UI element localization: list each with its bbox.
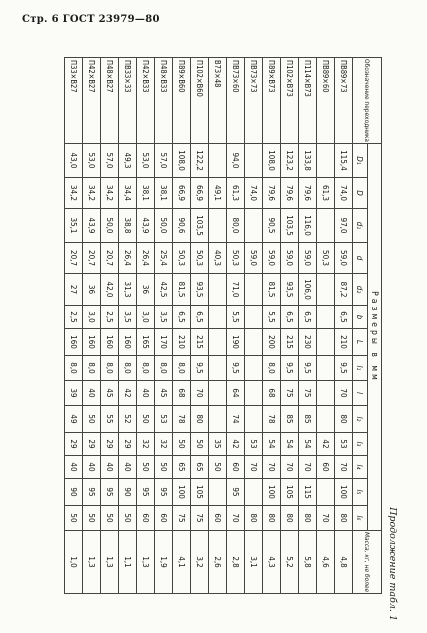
dimensions-table — [64, 57, 382, 594]
table-cell — [209, 479, 227, 506]
table-cell: 50 — [137, 406, 155, 433]
column-header: d₁ — [353, 209, 368, 243]
table-cell — [209, 306, 227, 329]
table-cell: 36 — [137, 274, 155, 306]
table-cell: 93,5 — [281, 274, 299, 306]
row-designation: ПВ73×60 — [227, 58, 245, 144]
table-cell: 59,0 — [263, 243, 281, 274]
table-cell: 35,1 — [65, 209, 83, 243]
table-cell: 106,0 — [299, 274, 317, 306]
table-cell: 75 — [191, 506, 209, 531]
table-cell: 29 — [65, 433, 83, 456]
table-row — [317, 58, 335, 594]
table-cell: 8,0 — [83, 356, 101, 381]
table-cell — [245, 209, 263, 243]
table-cell: 59,0 — [245, 243, 263, 274]
table-cell: 122,2 — [191, 144, 209, 178]
table-cell: 80 — [335, 506, 353, 531]
table-cell: 230 — [299, 329, 317, 356]
table-cell: 27 — [65, 274, 83, 306]
table-cell: 26,4 — [137, 243, 155, 274]
row-designation: В73×48 — [209, 58, 227, 144]
table-cell: 61,3 — [317, 178, 335, 209]
table-cell: 68 — [173, 381, 191, 406]
table-cell: 8,0 — [119, 356, 137, 381]
table-cell: 54 — [281, 433, 299, 456]
table-cell: 95 — [137, 479, 155, 506]
table-cell: 54 — [299, 433, 317, 456]
table-cell: 103,5 — [281, 209, 299, 243]
table-cell: 68 — [263, 381, 281, 406]
column-header: l₂ — [353, 406, 368, 433]
table-cell: 79,6 — [263, 178, 281, 209]
table-cell: 2,6 — [209, 531, 227, 594]
table-cell: 4,6 — [317, 531, 335, 594]
table-cell: 9,5 — [281, 356, 299, 381]
table-cell: 59,0 — [335, 243, 353, 274]
mass-header: Масса, кг, не более — [353, 531, 382, 594]
column-header: l₄ — [353, 456, 368, 479]
table-row — [65, 58, 83, 594]
row-designation: П89×В73 — [263, 58, 281, 144]
rotated-table-container — [38, 55, 398, 625]
column-header: L — [353, 329, 368, 356]
table-cell — [209, 406, 227, 433]
table-cell: 6,5 — [299, 306, 317, 329]
table-cell: 200 — [263, 329, 281, 356]
table-cell: 80 — [299, 506, 317, 531]
table-cell: 50 — [83, 406, 101, 433]
table-cell — [245, 479, 263, 506]
table-cell: 20,7 — [83, 243, 101, 274]
table-cell: 60 — [155, 506, 173, 531]
table-cell: 90 — [65, 479, 83, 506]
table-cell — [245, 329, 263, 356]
table-cell: 66,9 — [191, 178, 209, 209]
table-cell: 3,0 — [137, 306, 155, 329]
page-header: Стр. 6 ГОСТ 23979—80 — [22, 14, 160, 25]
table-cell: 50,3 — [191, 243, 209, 274]
table-cell: 40,3 — [209, 243, 227, 274]
table-cell — [245, 306, 263, 329]
table-cell: 2,5 — [65, 306, 83, 329]
table-cell — [245, 381, 263, 406]
table-cell: 100 — [335, 479, 353, 506]
table-cell: 160 — [83, 329, 101, 356]
table-row — [191, 58, 209, 594]
table-cell: 52 — [119, 406, 137, 433]
row-designation: П114×В73 — [299, 58, 317, 144]
table-cell: 80 — [281, 506, 299, 531]
table-cell: 4,1 — [173, 531, 191, 594]
table-cell: 31,3 — [119, 274, 137, 306]
table-cell: 74 — [227, 406, 245, 433]
table-cell: 165 — [137, 329, 155, 356]
table-cell: 105 — [281, 479, 299, 506]
table-cell: 40 — [137, 381, 155, 406]
table-cell: 50,3 — [227, 243, 245, 274]
table-cell: 54 — [263, 433, 281, 456]
table-cell: 190 — [227, 329, 245, 356]
table-cell: 42 — [119, 381, 137, 406]
table-cell: 90 — [119, 479, 137, 506]
table-cell: 70 — [227, 506, 245, 531]
table-cell: 49,1 — [209, 178, 227, 209]
table-cell: 2,5 — [101, 306, 119, 329]
table-cell: 60 — [227, 456, 245, 479]
table-cell: 108,0 — [173, 144, 191, 178]
table-cell: 66,9 — [173, 178, 191, 209]
table-row — [101, 58, 119, 594]
table-cell — [317, 356, 335, 381]
table-cell: 50 — [173, 433, 191, 456]
row-designation: ПВ73×73 — [245, 58, 263, 144]
table-cell: 70 — [299, 456, 317, 479]
table-cell: 81,5 — [263, 274, 281, 306]
table-cell: 70 — [317, 506, 335, 531]
table-cell: 40 — [119, 456, 137, 479]
table-cell: 38,1 — [137, 178, 155, 209]
table-cell: 53,0 — [137, 144, 155, 178]
table-cell — [245, 356, 263, 381]
table-cell — [209, 381, 227, 406]
table-cell: 45 — [101, 381, 119, 406]
table-cell: 42,5 — [155, 274, 173, 306]
table-cell: 40 — [65, 456, 83, 479]
table-cell: 43,9 — [83, 209, 101, 243]
table-cell: 3,1 — [245, 531, 263, 594]
table-cell: 50 — [191, 433, 209, 456]
table-cell: 70 — [335, 381, 353, 406]
table-cell: 3,5 — [119, 306, 137, 329]
group-header: Размеры в мм — [368, 144, 382, 531]
continuation-label: Продолжение табл. 1 — [387, 507, 398, 621]
table-cell: 29 — [119, 433, 137, 456]
table-cell — [245, 144, 263, 178]
table-cell — [317, 329, 335, 356]
table-cell — [209, 209, 227, 243]
table-cell: 1,3 — [83, 531, 101, 594]
table-cell: 95 — [83, 479, 101, 506]
table-cell: 49 — [65, 406, 83, 433]
table-cell: 50 — [101, 506, 119, 531]
table-cell: 79,6 — [281, 178, 299, 209]
table-cell: 81,5 — [173, 274, 191, 306]
table-cell: 70 — [263, 456, 281, 479]
table-cell: 53 — [335, 433, 353, 456]
table-cell: 49,3 — [119, 144, 137, 178]
row-designation: П48×В27 — [101, 58, 119, 144]
column-header: l₆ — [353, 506, 368, 531]
table-cell: 2,8 — [227, 531, 245, 594]
table-cell: 123,2 — [281, 144, 299, 178]
table-cell: 34,4 — [119, 178, 137, 209]
table-cell: 90,5 — [263, 209, 281, 243]
table-cell: 50,3 — [173, 243, 191, 274]
table-cell: 74,0 — [335, 178, 353, 209]
table-cell: 70 — [335, 456, 353, 479]
table-cell: 55 — [101, 406, 119, 433]
table-cell: 29 — [83, 433, 101, 456]
table-cell: 215 — [281, 329, 299, 356]
column-header: l — [353, 381, 368, 406]
table-row — [83, 58, 101, 594]
table-cell: 50 — [137, 456, 155, 479]
table-row — [173, 58, 191, 594]
table-row — [335, 58, 353, 594]
table-cell: 3,5 — [155, 306, 173, 329]
table-cell: 50 — [119, 506, 137, 531]
table-cell: 34,2 — [65, 178, 83, 209]
table-cell: 8,0 — [263, 356, 281, 381]
table-cell — [317, 274, 335, 306]
table-cell: 60 — [209, 506, 227, 531]
table-cell: 1,1 — [119, 531, 137, 594]
table-cell: 9,5 — [227, 356, 245, 381]
table-cell: 78 — [173, 406, 191, 433]
table-cell: 50 — [155, 456, 173, 479]
table-cell: 90,6 — [173, 209, 191, 243]
table-cell: 50,0 — [101, 209, 119, 243]
table-row — [119, 58, 137, 594]
table-cell: 133,8 — [299, 144, 317, 178]
row-designation: П42×В27 — [83, 58, 101, 144]
table-cell: 42,0 — [101, 274, 119, 306]
table-cell: 5,5 — [263, 306, 281, 329]
table-cell: 103,5 — [191, 209, 209, 243]
table-cell: 53 — [245, 433, 263, 456]
table-cell — [245, 406, 263, 433]
table-cell: 25,4 — [155, 243, 173, 274]
table-cell: 85 — [281, 406, 299, 433]
table-cell: 70 — [191, 381, 209, 406]
table-cell: 95 — [101, 479, 119, 506]
table-cell: 3,2 — [191, 531, 209, 594]
row-designation: П102×В73 — [281, 58, 299, 144]
table-cell: 160 — [101, 329, 119, 356]
table-cell: 160 — [65, 329, 83, 356]
table-cell — [209, 329, 227, 356]
table-cell: 60 — [317, 456, 335, 479]
table-cell: 50 — [65, 506, 83, 531]
designation-header: Обозначение переходника — [353, 58, 382, 144]
table-cell: 34,2 — [101, 178, 119, 209]
row-designation: ПВ89×73 — [335, 58, 353, 144]
table-cell: 36 — [83, 274, 101, 306]
table-cell: 100 — [263, 479, 281, 506]
table-cell: 97,0 — [335, 209, 353, 243]
row-designation: П42×В33 — [137, 58, 155, 144]
table-cell: 93,5 — [191, 274, 209, 306]
table-cell: 43,9 — [137, 209, 155, 243]
table-cell: 50 — [83, 506, 101, 531]
table-row — [155, 58, 173, 594]
table-cell: 75 — [173, 506, 191, 531]
table-cell — [317, 406, 335, 433]
table-row — [263, 58, 281, 594]
table-cell: 80 — [263, 506, 281, 531]
row-designation: П33×В27 — [65, 58, 83, 144]
table-cell: 26,4 — [119, 243, 137, 274]
table-cell: 59,0 — [299, 243, 317, 274]
row-designation: ПВ33×33 — [119, 58, 137, 144]
table-cell: 61,3 — [227, 178, 245, 209]
table-cell: 115,4 — [335, 144, 353, 178]
table-cell: 75 — [281, 381, 299, 406]
table-cell: 6,5 — [335, 306, 353, 329]
table-cell: 32 — [137, 433, 155, 456]
table-cell: 3,0 — [83, 306, 101, 329]
table-cell: 116,0 — [299, 209, 317, 243]
table-cell: 80 — [335, 406, 353, 433]
table-cell: 105 — [191, 479, 209, 506]
table-cell: 5,2 — [281, 531, 299, 594]
table-cell: 87,2 — [335, 274, 353, 306]
table-cell: 1,0 — [65, 531, 83, 594]
table-cell: 20,7 — [101, 243, 119, 274]
table-cell: 65 — [173, 456, 191, 479]
table-row — [299, 58, 317, 594]
table-cell: 34,2 — [83, 178, 101, 209]
table-cell — [317, 209, 335, 243]
table-row — [227, 58, 245, 594]
header-row-group — [368, 58, 382, 594]
table-cell: 4,8 — [335, 531, 353, 594]
table-row — [281, 58, 299, 594]
table-cell: 43,0 — [65, 144, 83, 178]
table-cell: 108,0 — [263, 144, 281, 178]
table-cell: 64 — [227, 381, 245, 406]
table-cell: 115 — [299, 479, 317, 506]
column-header: l₅ — [353, 479, 368, 506]
table-cell: 95 — [227, 479, 245, 506]
table-cell: 50 — [209, 456, 227, 479]
column-header: l₁ — [353, 356, 368, 381]
table-cell: 40 — [83, 381, 101, 406]
table-cell: 6,5 — [191, 306, 209, 329]
table-cell — [209, 356, 227, 381]
table-cell — [209, 274, 227, 306]
table-cell: 42 — [317, 433, 335, 456]
column-header: D — [353, 178, 368, 209]
table-cell: 8,0 — [137, 356, 155, 381]
table-cell — [317, 306, 335, 329]
table-cell: 29 — [101, 433, 119, 456]
table-cell: 6,5 — [173, 306, 191, 329]
table-cell: 1,3 — [101, 531, 119, 594]
table-cell: 8,0 — [155, 356, 173, 381]
table-cell: 9,5 — [191, 356, 209, 381]
table-cell: 210 — [335, 329, 353, 356]
row-designation: П89×В60 — [173, 58, 191, 144]
table-cell: 71,0 — [227, 274, 245, 306]
table-row — [245, 58, 263, 594]
table-cell: 38,1 — [155, 178, 173, 209]
table-cell: 78 — [263, 406, 281, 433]
table-cell: 4,3 — [263, 531, 281, 594]
row-designation: ПВ89×60 — [317, 58, 335, 144]
table-cell: 74,0 — [245, 178, 263, 209]
table-cell: 170 — [155, 329, 173, 356]
table-cell: 9,5 — [335, 356, 353, 381]
table-cell: 94,0 — [227, 144, 245, 178]
table-cell: 160 — [119, 329, 137, 356]
table-cell: 5,5 — [227, 306, 245, 329]
table-cell: 40 — [101, 456, 119, 479]
table-cell: 20,7 — [65, 243, 83, 274]
table-cell: 1,3 — [137, 531, 155, 594]
table-cell: 95 — [155, 479, 173, 506]
table-cell: 42 — [227, 433, 245, 456]
table-cell: 9,5 — [299, 356, 317, 381]
table-cell — [209, 144, 227, 178]
table-cell: 100 — [173, 479, 191, 506]
table-cell: 8,0 — [173, 356, 191, 381]
table-cell: 6,5 — [281, 306, 299, 329]
table-cell: 75 — [299, 381, 317, 406]
table-cell — [317, 381, 335, 406]
table-cell: 80 — [191, 406, 209, 433]
table-cell: 50,0 — [155, 209, 173, 243]
row-designation: П48×В33 — [155, 58, 173, 144]
column-header: l₃ — [353, 433, 368, 456]
table-cell: 38,8 — [119, 209, 137, 243]
table-cell: 39 — [65, 381, 83, 406]
table-cell: 60 — [137, 506, 155, 531]
table-cell: 53 — [155, 406, 173, 433]
table-cell: 59,0 — [281, 243, 299, 274]
table-cell: 1,9 — [155, 531, 173, 594]
table-cell: 70 — [281, 456, 299, 479]
table-cell: 40 — [83, 456, 101, 479]
table-row — [137, 58, 155, 594]
table-cell — [317, 144, 335, 178]
table-row — [209, 58, 227, 594]
table-cell: 210 — [173, 329, 191, 356]
table-cell: 70 — [245, 456, 263, 479]
table-cell: 79,6 — [299, 178, 317, 209]
table-cell: 85 — [299, 406, 317, 433]
table-cell: 8,0 — [65, 356, 83, 381]
table-cell: 53,0 — [83, 144, 101, 178]
table-cell: 5,8 — [299, 531, 317, 594]
column-header: b — [353, 306, 368, 329]
column-header: d — [353, 243, 368, 274]
table-cell: 80 — [245, 506, 263, 531]
table-cell: 45 — [155, 381, 173, 406]
table-cell: 32 — [155, 433, 173, 456]
table-cell: 65 — [191, 456, 209, 479]
table-body — [65, 58, 353, 594]
table-cell: 80,0 — [227, 209, 245, 243]
column-header: d₂ — [353, 274, 368, 306]
table-cell: 57,0 — [101, 144, 119, 178]
table-cell: 215 — [191, 329, 209, 356]
table-cell: 50,3 — [317, 243, 335, 274]
table-cell: 8,0 — [101, 356, 119, 381]
table-cell — [245, 274, 263, 306]
table-cell: 35 — [209, 433, 227, 456]
table-cell — [317, 479, 335, 506]
row-designation: П102×В60 — [191, 58, 209, 144]
table-cell: 57,0 — [155, 144, 173, 178]
column-header: D₁ — [353, 144, 368, 178]
